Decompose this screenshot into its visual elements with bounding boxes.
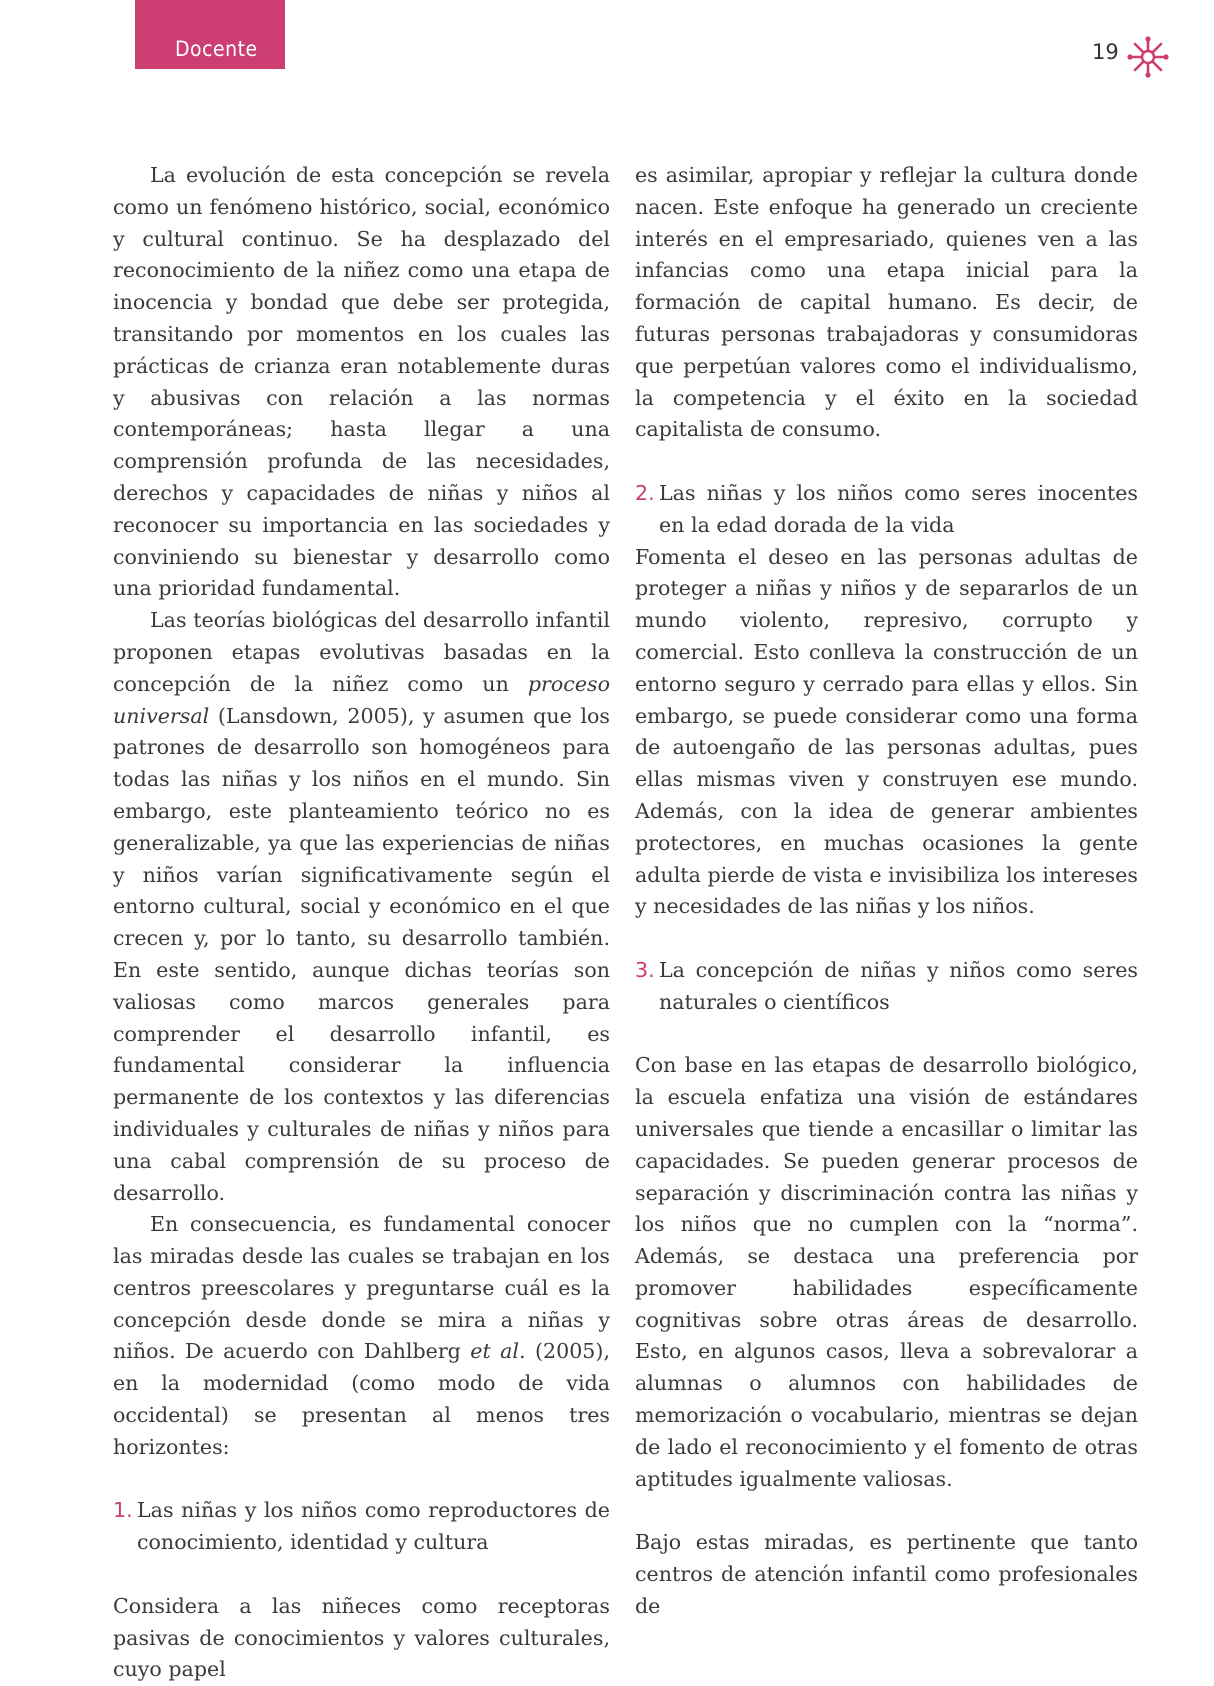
page-number: 19 <box>1092 40 1119 64</box>
list-number: 3. <box>635 957 655 982</box>
section-tab-label: Docente <box>175 37 258 61</box>
emphasis: proceso universal <box>113 671 610 728</box>
paragraph: es asimilar, apropiar y reflejar la cultura donde nacen. Este enfoque ha generado un creciente interés en el empresariado, quienes ven a las infancias como una etapa inicial para la formación de capital humano. Es decir, de futuras personas trabajadoras y consumidoras que perpetúan valores como el individualismo, la competencia y el éxito en la sociedad capitalista de consumo. <box>635 163 1138 442</box>
paragraph: Fomenta el deseo en las personas adultas de proteger a niñas y niños y de separarlos de un mundo violento, represivo, corrupto y comercial. Esto conlleva la construcción de un entorno seguro y cerrado para ellas y ellos. Sin embargo, se puede considerar como una forma de autoengaño de las personas adultas, pues ellas mismas viven y construyen ese mundo. Además, con la idea de generar ambientes protectores, en muchas ocasiones la gente adulta pierde de vista e invisibiliza los intereses y necesidades de las niñas y los niños. <box>635 544 1138 919</box>
list-item-title: Las niñas y los niños como reproductores de conocimiento, identidad y cultura <box>137 1498 610 1555</box>
paragraph: En consecuencia, es fundamental conocer las miradas desde las cuales se trabajan en los centros preescolares y preguntarse cuál es la concepción desde donde se mira a niñas y niños. De acuerdo con Dahlberg et al. (2005), en la modernidad (como modo de vida occidental) se presentan al menos tres horizontes: <box>113 1212 610 1459</box>
left-column <box>113 160 610 1686</box>
section-tab <box>135 0 285 69</box>
asterisk-ornament-icon <box>1127 36 1169 78</box>
paragraph: Las teorías biológicas del desarrollo infantil proponen etapas evolutivas basadas en la concepción de la niñez como un proceso universal (Lansdown, 2005), y asumen que los patrones de desarrollo son homogéneos para todas las niñas y los niños en el mundo. Sin embargo, este planteamiento teórico no es generalizable, ya que las experiencias de niñas y niños varían significativamente según el entorno cultural, social y económico en el que crecen y, por lo tanto, su desarrollo también. En este sentido, aunque dichas teorías son valiosas como marcos generales para comprender el desarrollo infantil, es fundamental considerar la influencia permanente de los contextos y las diferencias individuales y culturales de niñas y niños para una cabal comprensión de su proceso de desarrollo. <box>113 608 610 1205</box>
list-item-title: La concepción de niñas y niños como seres naturales o científicos <box>659 957 1138 1014</box>
paragraph: Considera a las niñeces como receptoras pasivas de conocimientos y valores culturales, cuyo papel <box>113 1593 610 1682</box>
list-item <box>635 478 1138 542</box>
list-number: 2. <box>635 480 655 505</box>
list-item <box>635 955 1138 1019</box>
list-item <box>113 1495 610 1559</box>
right-column <box>635 160 1138 1623</box>
emphasis: et al. <box>470 1339 526 1364</box>
list-number: 1. <box>113 1498 133 1523</box>
paragraph: Con base en las etapas de desarrollo biológico, la escuela enfatiza una visión de estándares universales que tiende a encasillar o limitar las capacidades. Se pueden generar procesos de separación y discriminación contra las niñas y los niños que no cumplen con la “norma”. Además, se destaca una preferencia por promover habilidades específicamente cognitivas sobre otras áreas de desarrollo. Esto, en algunos casos, lleva a sobrevalorar a alumnas o alumnos con habilidades de memorización o vocabulario, mientras se dejan de lado el reconocimiento y el fomento de otras aptitudes igualmente valiosas. <box>635 1053 1138 1491</box>
paragraph: Bajo estas miradas, es pertinente que tanto centros de atención infantil como profesionales de <box>635 1530 1138 1618</box>
paragraph: La evolución de esta concepción se revela como un fenómeno histórico, social, económico y cultural continuo. Se ha desplazado del reconocimiento de la niñez como una etapa de inocencia y bondad que debe ser protegida, transitando por momentos en los cuales las prácticas de crianza eran notablemente duras y abusivas con relación a las normas contemporáneas; hasta llegar a una comprensión profunda de las necesidades, derechos y capacidades de niñas y niños al reconocer su importancia en las sociedades y conviniendo su bienestar y desarrollo como una prioridad fundamental. <box>113 163 610 601</box>
list-item-title: Las niñas y los niños como seres inocentes en la edad dorada de la vida <box>659 480 1138 537</box>
